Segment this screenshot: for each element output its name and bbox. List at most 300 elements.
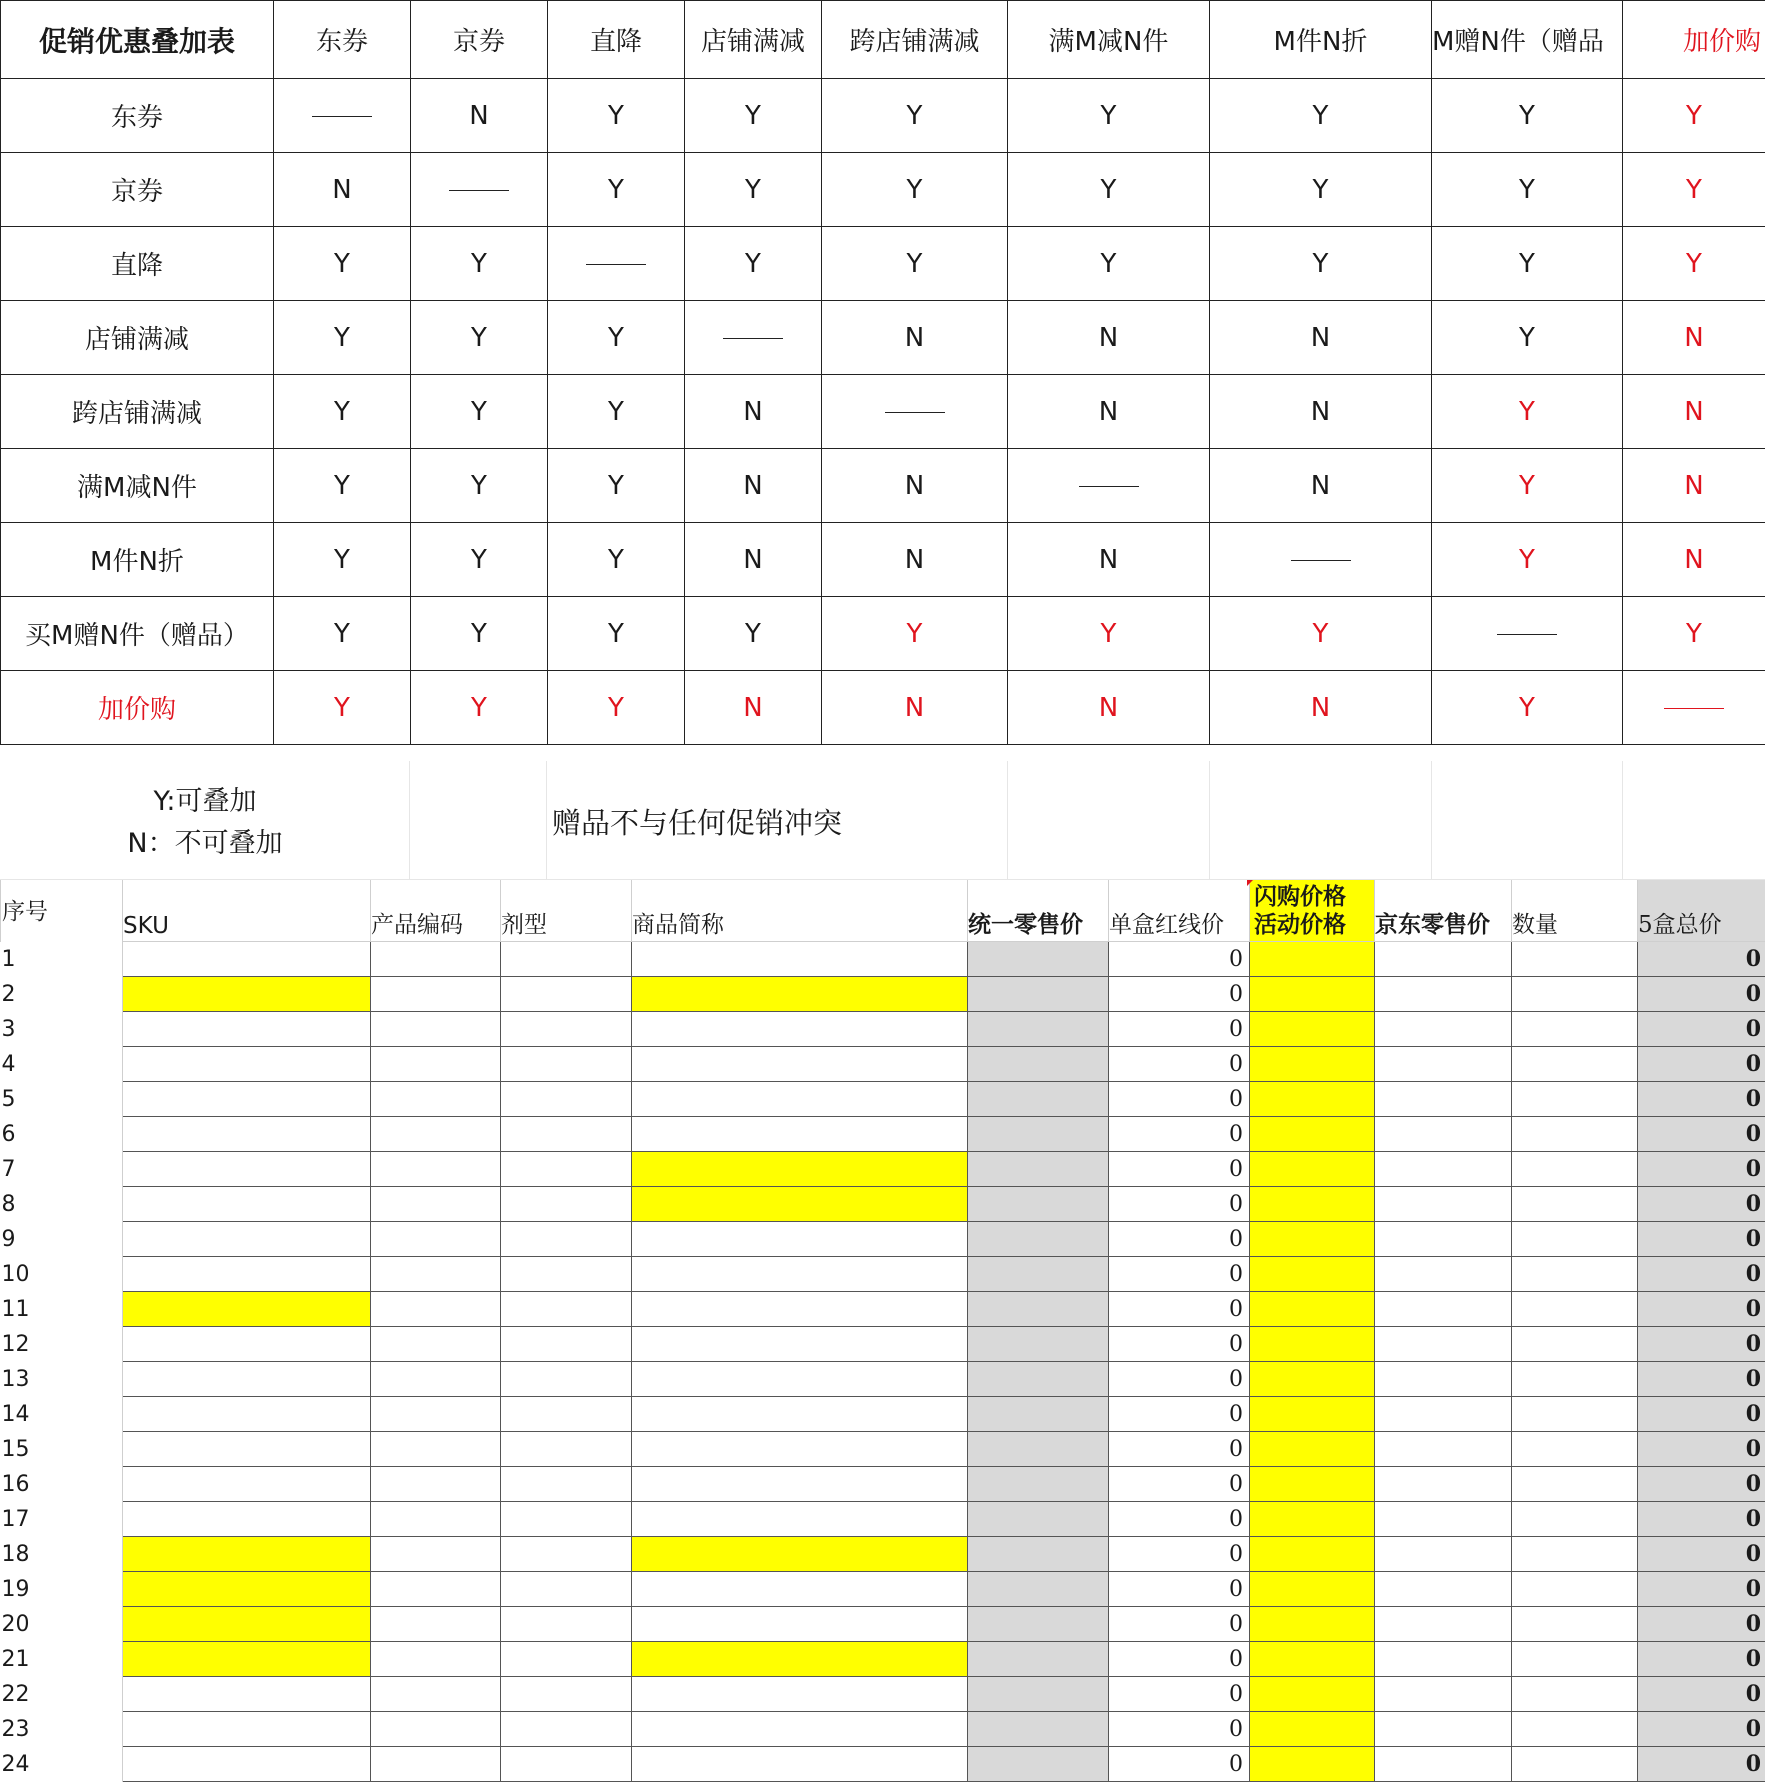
redline-cell[interactable]: 0	[1109, 1187, 1250, 1222]
total5-cell[interactable]: 0	[1638, 1117, 1765, 1152]
sku-cell[interactable]	[123, 1747, 371, 1782]
qty-cell[interactable]	[1512, 1047, 1638, 1082]
total5-cell[interactable]: 0	[1638, 1677, 1765, 1712]
sku-cell[interactable]	[123, 1292, 371, 1327]
redline-cell[interactable]: 0	[1109, 1537, 1250, 1572]
matrix-cell	[1210, 523, 1432, 597]
table-row	[1, 1607, 1765, 1642]
sku-cell[interactable]	[123, 1537, 371, 1572]
legend-y-line: Y:可叠加	[100, 781, 310, 823]
total5-cell[interactable]: 0	[1638, 1222, 1765, 1257]
row-index: 11	[1, 1292, 123, 1327]
code-cell[interactable]	[371, 1047, 501, 1082]
redline-cell[interactable]: 0	[1109, 1292, 1250, 1327]
redline-cell[interactable]: 0	[1109, 942, 1250, 977]
name-cell[interactable]	[632, 1012, 968, 1047]
qty-cell[interactable]	[1512, 1677, 1638, 1712]
code-cell[interactable]	[371, 1572, 501, 1607]
flash-price-cell[interactable]	[1250, 1327, 1375, 1362]
flash-price-cell[interactable]	[1250, 1257, 1375, 1292]
flash-price-cell[interactable]	[1250, 1397, 1375, 1432]
redline-cell[interactable]: 0	[1109, 977, 1250, 1012]
total5-cell[interactable]: 0	[1638, 1082, 1765, 1117]
flash-price-cell[interactable]	[1250, 1362, 1375, 1397]
matrix-col-header: 跨店铺满减	[822, 1, 1008, 79]
sku-cell[interactable]	[123, 1502, 371, 1537]
jd-retail-cell[interactable]	[1375, 1502, 1512, 1537]
total5-cell[interactable]: 0	[1638, 1467, 1765, 1502]
retail-cell[interactable]	[968, 1187, 1109, 1222]
form-cell[interactable]	[501, 1187, 632, 1222]
qty-cell[interactable]	[1512, 1362, 1638, 1397]
sku-cell[interactable]	[123, 1607, 371, 1642]
flash-price-cell[interactable]	[1250, 1712, 1375, 1747]
matrix-cell: N	[274, 153, 411, 227]
code-cell[interactable]	[371, 1187, 501, 1222]
redline-cell[interactable]: 0	[1109, 1572, 1250, 1607]
redline-cell[interactable]: 0	[1109, 1607, 1250, 1642]
retail-cell[interactable]	[968, 1117, 1109, 1152]
flash-price-cell[interactable]	[1250, 1152, 1375, 1187]
matrix-cell: Y	[411, 301, 548, 375]
total5-cell[interactable]: 0	[1638, 1712, 1765, 1747]
retail-cell[interactable]	[968, 977, 1109, 1012]
redline-cell[interactable]: 0	[1109, 1712, 1250, 1747]
form-cell[interactable]	[501, 1047, 632, 1082]
sku-cell[interactable]	[123, 1362, 371, 1397]
jd-retail-cell[interactable]	[1375, 1572, 1512, 1607]
form-cell[interactable]	[501, 1117, 632, 1152]
qty-cell[interactable]	[1512, 1432, 1638, 1467]
matrix-cell: Y	[822, 79, 1008, 153]
matrix-cell: Y	[1210, 153, 1432, 227]
matrix-cell: Y	[1432, 523, 1623, 597]
code-cell[interactable]	[371, 1537, 501, 1572]
sku-cell[interactable]	[123, 1572, 371, 1607]
name-cell[interactable]	[632, 1117, 968, 1152]
code-cell[interactable]	[371, 1467, 501, 1502]
total5-cell[interactable]: 0	[1638, 1397, 1765, 1432]
code-cell[interactable]	[371, 1082, 501, 1117]
redline-cell[interactable]: 0	[1109, 1397, 1250, 1432]
matrix-cell: Y	[1623, 227, 1765, 301]
row-index: 8	[1, 1187, 123, 1222]
jd-retail-cell[interactable]	[1375, 1677, 1512, 1712]
code-cell[interactable]	[371, 1292, 501, 1327]
jd-retail-cell[interactable]	[1375, 1012, 1512, 1047]
flash-price-cell[interactable]	[1250, 1117, 1375, 1152]
form-cell[interactable]	[501, 1432, 632, 1467]
total5-cell[interactable]: 0	[1638, 1047, 1765, 1082]
table-row	[1, 1292, 1765, 1327]
jd-retail-cell[interactable]	[1375, 1467, 1512, 1502]
retail-cell[interactable]	[968, 1747, 1109, 1782]
flash-price-cell[interactable]	[1250, 1502, 1375, 1537]
jd-retail-cell[interactable]	[1375, 1082, 1512, 1117]
name-cell[interactable]	[632, 1572, 968, 1607]
sku-cell[interactable]	[123, 1187, 371, 1222]
total5-cell[interactable]: 0	[1638, 1607, 1765, 1642]
jd-retail-cell[interactable]	[1375, 1047, 1512, 1082]
qty-cell[interactable]	[1512, 1747, 1638, 1782]
flash-price-cell[interactable]	[1250, 1012, 1375, 1047]
matrix-cell: N	[822, 523, 1008, 597]
form-cell[interactable]	[501, 942, 632, 977]
form-cell[interactable]	[501, 1467, 632, 1502]
name-cell[interactable]	[632, 1327, 968, 1362]
flash-price-cell[interactable]	[1250, 942, 1375, 977]
row-index: 2	[1, 977, 123, 1012]
redline-cell[interactable]: 0	[1109, 1467, 1250, 1502]
header-jd-retail: 京东零售价	[1375, 880, 1512, 942]
redline-cell[interactable]: 0	[1109, 1152, 1250, 1187]
retail-cell[interactable]	[968, 1537, 1109, 1572]
matrix-cell: Y	[1432, 375, 1623, 449]
jd-retail-cell[interactable]	[1375, 1362, 1512, 1397]
code-cell[interactable]	[371, 1677, 501, 1712]
retail-cell[interactable]	[968, 1572, 1109, 1607]
name-cell[interactable]	[632, 1502, 968, 1537]
flash-price-cell[interactable]	[1250, 1642, 1375, 1677]
form-cell[interactable]	[501, 1362, 632, 1397]
redline-cell[interactable]: 0	[1109, 1642, 1250, 1677]
sku-cell[interactable]	[123, 1467, 371, 1502]
matrix-col-header: 京券	[411, 1, 548, 79]
qty-cell[interactable]	[1512, 1292, 1638, 1327]
flash-price-cell[interactable]	[1250, 1432, 1375, 1467]
name-cell[interactable]	[632, 1397, 968, 1432]
code-cell[interactable]	[371, 1327, 501, 1362]
sku-cell[interactable]	[123, 1397, 371, 1432]
total5-cell[interactable]: 0	[1638, 1187, 1765, 1222]
code-cell[interactable]	[371, 1152, 501, 1187]
form-cell[interactable]	[501, 1712, 632, 1747]
sku-cell[interactable]	[123, 1677, 371, 1712]
flash-price-cell[interactable]	[1250, 1047, 1375, 1082]
matrix-col-header: 满M减N件	[1008, 1, 1210, 79]
total5-cell[interactable]: 0	[1638, 1292, 1765, 1327]
code-cell[interactable]	[371, 1607, 501, 1642]
form-cell[interactable]	[501, 1537, 632, 1572]
form-cell[interactable]	[501, 1082, 632, 1117]
code-cell[interactable]	[371, 1012, 501, 1047]
matrix-cell	[548, 227, 685, 301]
matrix-row	[1, 523, 1765, 597]
form-cell[interactable]	[501, 1327, 632, 1362]
retail-cell[interactable]	[968, 1502, 1109, 1537]
matrix-cell: Y	[548, 449, 685, 523]
total5-cell[interactable]: 0	[1638, 1362, 1765, 1397]
table-row	[1, 1537, 1765, 1572]
qty-cell[interactable]	[1512, 1152, 1638, 1187]
total5-cell[interactable]: 0	[1638, 1257, 1765, 1292]
sku-cell[interactable]	[123, 942, 371, 977]
total5-cell[interactable]: 0	[1638, 1327, 1765, 1362]
redline-cell[interactable]: 0	[1109, 1222, 1250, 1257]
retail-cell[interactable]	[968, 1152, 1109, 1187]
matrix-cell: N	[1623, 449, 1765, 523]
jd-retail-cell[interactable]	[1375, 977, 1512, 1012]
form-cell[interactable]	[501, 1572, 632, 1607]
name-cell[interactable]	[632, 1747, 968, 1782]
sku-cell[interactable]	[123, 1082, 371, 1117]
code-cell[interactable]	[371, 1712, 501, 1747]
row-index: 20	[1, 1607, 123, 1642]
retail-cell[interactable]	[968, 1712, 1109, 1747]
sku-cell[interactable]	[123, 1152, 371, 1187]
sku-cell[interactable]	[123, 1222, 371, 1257]
qty-cell[interactable]	[1512, 1257, 1638, 1292]
retail-cell[interactable]	[968, 1642, 1109, 1677]
row-index: 17	[1, 1502, 123, 1537]
flash-price-cell[interactable]	[1250, 1607, 1375, 1642]
promo-stacking-matrix	[0, 0, 1765, 745]
matrix-cell	[1008, 449, 1210, 523]
qty-cell[interactable]	[1512, 1397, 1638, 1432]
name-cell[interactable]	[632, 977, 968, 1012]
form-cell[interactable]	[501, 1257, 632, 1292]
redline-cell[interactable]: 0	[1109, 1362, 1250, 1397]
flash-price-cell[interactable]	[1250, 1572, 1375, 1607]
name-cell[interactable]	[632, 1257, 968, 1292]
matrix-title: 促销优惠叠加表	[1, 1, 274, 79]
total5-cell[interactable]: 0	[1638, 1432, 1765, 1467]
name-cell[interactable]	[632, 1152, 968, 1187]
table-row	[1, 1222, 1765, 1257]
name-cell[interactable]	[632, 942, 968, 977]
jd-retail-cell[interactable]	[1375, 1117, 1512, 1152]
form-cell[interactable]	[501, 977, 632, 1012]
flash-price-cell[interactable]	[1250, 1222, 1375, 1257]
flash-price-cell[interactable]	[1250, 977, 1375, 1012]
total5-cell[interactable]: 0	[1638, 1572, 1765, 1607]
matrix-row-label: 东券	[1, 79, 274, 153]
form-cell[interactable]	[501, 1642, 632, 1677]
dash-mark	[1291, 560, 1351, 561]
total5-cell[interactable]: 0	[1638, 1012, 1765, 1047]
flash-price-cell[interactable]	[1250, 1292, 1375, 1327]
jd-retail-cell[interactable]	[1375, 1537, 1512, 1572]
matrix-col-header: M赠N件（赠品	[1432, 1, 1623, 79]
matrix-cell: Y	[274, 375, 411, 449]
qty-cell[interactable]	[1512, 1537, 1638, 1572]
qty-cell[interactable]	[1512, 1082, 1638, 1117]
redline-cell[interactable]: 0	[1109, 1747, 1250, 1782]
header-retail: 统一零售价	[968, 880, 1109, 942]
name-cell[interactable]	[632, 1432, 968, 1467]
matrix-cell: Y	[1210, 79, 1432, 153]
name-cell[interactable]	[632, 1047, 968, 1082]
jd-retail-cell[interactable]	[1375, 1152, 1512, 1187]
code-cell[interactable]	[371, 1502, 501, 1537]
qty-cell[interactable]	[1512, 942, 1638, 977]
jd-retail-cell[interactable]	[1375, 1747, 1512, 1782]
qty-cell[interactable]	[1512, 977, 1638, 1012]
jd-retail-cell[interactable]	[1375, 1397, 1512, 1432]
jd-retail-cell[interactable]	[1375, 1187, 1512, 1222]
retail-cell[interactable]	[968, 942, 1109, 977]
form-cell[interactable]	[501, 1397, 632, 1432]
matrix-cell: Y	[274, 523, 411, 597]
qty-cell[interactable]	[1512, 1187, 1638, 1222]
qty-cell[interactable]	[1512, 1327, 1638, 1362]
sku-cell[interactable]	[123, 1047, 371, 1082]
qty-cell[interactable]	[1512, 1012, 1638, 1047]
flash-price-cell[interactable]	[1250, 1467, 1375, 1502]
code-cell[interactable]	[371, 942, 501, 977]
redline-cell[interactable]: 0	[1109, 1327, 1250, 1362]
total5-cell[interactable]: 0	[1638, 942, 1765, 977]
table-row	[1, 1362, 1765, 1397]
jd-retail-cell[interactable]	[1375, 1607, 1512, 1642]
retail-cell[interactable]	[968, 1677, 1109, 1712]
form-cell[interactable]	[501, 1012, 632, 1047]
retail-cell[interactable]	[968, 1397, 1109, 1432]
name-cell[interactable]	[632, 1642, 968, 1677]
flash-price-cell[interactable]	[1250, 1537, 1375, 1572]
total5-cell[interactable]: 0	[1638, 1537, 1765, 1572]
legend-band	[0, 761, 1765, 880]
row-index: 10	[1, 1257, 123, 1292]
retail-cell[interactable]	[968, 1012, 1109, 1047]
qty-cell[interactable]	[1512, 1712, 1638, 1747]
name-cell[interactable]	[632, 1607, 968, 1642]
jd-retail-cell[interactable]	[1375, 1432, 1512, 1467]
header-total5: 5盒总价	[1638, 880, 1765, 942]
matrix-row	[1, 153, 1765, 227]
qty-cell[interactable]	[1512, 1572, 1638, 1607]
flash-price-cell[interactable]	[1250, 1082, 1375, 1117]
dash-mark	[312, 116, 372, 117]
retail-cell[interactable]	[968, 1467, 1109, 1502]
form-cell[interactable]	[501, 1677, 632, 1712]
total5-cell[interactable]: 0	[1638, 1642, 1765, 1677]
sku-cell[interactable]	[123, 1257, 371, 1292]
name-cell[interactable]	[632, 1677, 968, 1712]
jd-retail-cell[interactable]	[1375, 1222, 1512, 1257]
form-cell[interactable]	[501, 1222, 632, 1257]
matrix-col-header: 东券	[274, 1, 411, 79]
name-cell[interactable]	[632, 1537, 968, 1572]
name-cell[interactable]	[632, 1712, 968, 1747]
jd-retail-cell[interactable]	[1375, 1257, 1512, 1292]
qty-cell[interactable]	[1512, 1607, 1638, 1642]
redline-cell[interactable]: 0	[1109, 1502, 1250, 1537]
form-cell[interactable]	[501, 1502, 632, 1537]
form-cell[interactable]	[501, 1152, 632, 1187]
sku-cell[interactable]	[123, 1327, 371, 1362]
qty-cell[interactable]	[1512, 1642, 1638, 1677]
redline-cell[interactable]: 0	[1109, 1117, 1250, 1152]
retail-cell[interactable]	[968, 1222, 1109, 1257]
matrix-cell: N	[822, 449, 1008, 523]
matrix-cell: Y	[411, 375, 548, 449]
retail-cell[interactable]	[968, 1047, 1109, 1082]
sku-cell[interactable]	[123, 1117, 371, 1152]
jd-retail-cell[interactable]	[1375, 1712, 1512, 1747]
name-cell[interactable]	[632, 1187, 968, 1222]
code-cell[interactable]	[371, 977, 501, 1012]
name-cell[interactable]	[632, 1292, 968, 1327]
sku-cell[interactable]	[123, 1432, 371, 1467]
code-cell[interactable]	[371, 1362, 501, 1397]
matrix-cell: Y	[1623, 597, 1765, 671]
dash-mark	[1497, 634, 1557, 635]
total5-cell[interactable]: 0	[1638, 1152, 1765, 1187]
redline-cell[interactable]: 0	[1109, 1082, 1250, 1117]
name-cell[interactable]	[632, 1082, 968, 1117]
matrix-cell: Y	[1008, 227, 1210, 301]
redline-cell[interactable]: 0	[1109, 1257, 1250, 1292]
form-cell[interactable]	[501, 1607, 632, 1642]
sku-cell[interactable]	[123, 977, 371, 1012]
matrix-cell: Y	[685, 79, 822, 153]
retail-cell[interactable]	[968, 1292, 1109, 1327]
qty-cell[interactable]	[1512, 1117, 1638, 1152]
name-cell[interactable]	[632, 1362, 968, 1397]
redline-cell[interactable]: 0	[1109, 1677, 1250, 1712]
code-cell[interactable]	[371, 1117, 501, 1152]
matrix-cell: Y	[548, 671, 685, 745]
qty-cell[interactable]	[1512, 1502, 1638, 1537]
matrix-cell: Y	[274, 227, 411, 301]
flash-price-cell[interactable]	[1250, 1187, 1375, 1222]
redline-cell[interactable]: 0	[1109, 1047, 1250, 1082]
jd-retail-cell[interactable]	[1375, 1292, 1512, 1327]
legend-gift-note: 赠品不与任何促销冲突	[552, 801, 842, 842]
retail-cell[interactable]	[968, 1607, 1109, 1642]
row-index: 6	[1, 1117, 123, 1152]
qty-cell[interactable]	[1512, 1467, 1638, 1502]
retail-cell[interactable]	[968, 1082, 1109, 1117]
jd-retail-cell[interactable]	[1375, 942, 1512, 977]
flash-price-cell[interactable]	[1250, 1677, 1375, 1712]
sku-cell[interactable]	[123, 1642, 371, 1677]
sku-cell[interactable]	[123, 1012, 371, 1047]
row-index: 22	[1, 1677, 123, 1712]
matrix-cell: Y	[822, 597, 1008, 671]
total5-cell[interactable]: 0	[1638, 977, 1765, 1012]
code-cell[interactable]	[371, 1432, 501, 1467]
flash-price-cell[interactable]	[1250, 1747, 1375, 1782]
code-cell[interactable]	[371, 1747, 501, 1782]
code-cell[interactable]	[371, 1257, 501, 1292]
total5-cell[interactable]: 0	[1638, 1502, 1765, 1537]
matrix-cell: N	[685, 449, 822, 523]
form-cell[interactable]	[501, 1747, 632, 1782]
total5-cell[interactable]: 0	[1638, 1747, 1765, 1782]
retail-cell[interactable]	[968, 1327, 1109, 1362]
matrix-cell: N	[1210, 449, 1432, 523]
form-cell[interactable]	[501, 1292, 632, 1327]
name-cell[interactable]	[632, 1467, 968, 1502]
retail-cell[interactable]	[968, 1432, 1109, 1467]
name-cell[interactable]	[632, 1222, 968, 1257]
code-cell[interactable]	[371, 1397, 501, 1432]
qty-cell[interactable]	[1512, 1222, 1638, 1257]
legend-yn	[100, 781, 310, 865]
redline-cell[interactable]: 0	[1109, 1432, 1250, 1467]
matrix-row-label: 满M减N件	[1, 449, 274, 523]
code-cell[interactable]	[371, 1642, 501, 1677]
redline-cell[interactable]: 0	[1109, 1012, 1250, 1047]
jd-retail-cell[interactable]	[1375, 1642, 1512, 1677]
retail-cell[interactable]	[968, 1362, 1109, 1397]
jd-retail-cell[interactable]	[1375, 1327, 1512, 1362]
sku-cell[interactable]	[123, 1712, 371, 1747]
retail-cell[interactable]	[968, 1257, 1109, 1292]
code-cell[interactable]	[371, 1222, 501, 1257]
